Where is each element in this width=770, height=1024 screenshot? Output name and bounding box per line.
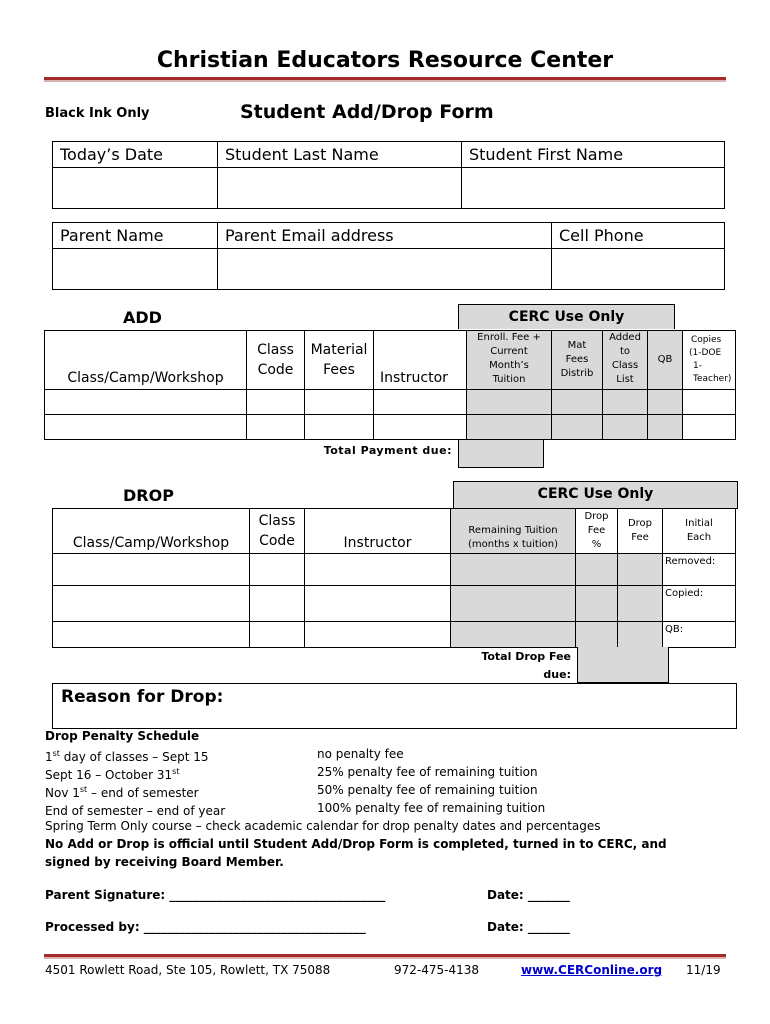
drop-qb-label: QB: — [663, 622, 736, 648]
add-row1-enroll — [467, 390, 552, 415]
add-col-mat-fees — [552, 331, 603, 390]
add-row1-copies — [683, 390, 736, 415]
schedule-row3-sup: st — [79, 785, 88, 794]
add-col-enroll-fee — [467, 331, 552, 390]
drop-col-remaining-line2: (months x tuition) — [468, 539, 558, 550]
add-col-fees-line1: Material — [310, 342, 368, 358]
drop-row2-code[interactable] — [250, 586, 305, 622]
table-row — [53, 622, 736, 648]
total-drop-fee-box — [577, 647, 669, 683]
add-col-fees-line2: Fees — [323, 362, 355, 378]
add-col-added-line2: to — [619, 346, 631, 357]
parent-info-table — [52, 222, 725, 290]
table-row — [45, 415, 736, 440]
table-row — [53, 554, 736, 586]
add-row2-code[interactable] — [247, 415, 305, 440]
add-col-enroll-line4: Tuition — [492, 374, 526, 385]
student-last-name-field[interactable] — [218, 168, 462, 209]
add-col-added-line3: Class — [611, 360, 639, 371]
schedule-row2-fee: 25% penalty fee of remaining tuition — [317, 765, 538, 779]
footer-phone: 972-475-4138 — [394, 963, 480, 977]
drop-row1-code[interactable] — [250, 554, 305, 586]
official-note-line2: signed by receiving Board Member. — [45, 855, 284, 869]
add-row1-class[interactable] — [45, 390, 247, 415]
add-col-enroll-line2: Current — [490, 346, 528, 357]
add-col-code-line2: Code — [257, 362, 294, 378]
add-col-mat-line3: Distrib — [560, 368, 594, 379]
drop-removed-label: Removed: — [663, 554, 736, 586]
parent-name-header: Parent Name — [53, 223, 218, 249]
processed-by-line[interactable]: Processed by: _____________________________________ — [45, 920, 366, 934]
spring-term-note: Spring Term Only course – check academic calendar for drop penalty dates and percentages — [45, 819, 601, 833]
schedule-row1-when-post: day of classes – Sept 15 — [59, 750, 209, 764]
add-row2-instructor[interactable] — [374, 415, 467, 440]
add-section-title: ADD — [123, 308, 162, 327]
table-row — [53, 586, 736, 622]
drop-col-initial-line2: Each — [686, 532, 712, 543]
add-row2-fees[interactable] — [305, 415, 374, 440]
schedule-row1-sup: st — [52, 749, 60, 758]
drop-row1-remaining — [451, 554, 576, 586]
footer-address: 4501 Rowlett Road, Ste 105, Rowlett, TX 75088 — [45, 963, 331, 977]
drop-row1-instructor[interactable] — [305, 554, 451, 586]
add-row2-mat — [552, 415, 603, 440]
drop-row3-class[interactable] — [53, 622, 250, 648]
add-col-mat-line2: Fees — [565, 354, 589, 365]
schedule-row3-fee: 50% penalty fee of remaining tuition — [317, 783, 538, 797]
add-col-class: Class/Camp/Workshop — [45, 331, 247, 390]
add-col-enroll-line3: Month’s — [489, 360, 529, 371]
drop-row1-class[interactable] — [53, 554, 250, 586]
total-payment-label: Total Payment due: — [323, 444, 452, 457]
drop-row2-fee — [618, 586, 663, 622]
drop-col-class: Class/Camp/Workshop — [53, 509, 250, 554]
total-drop-fee-line2: due: — [543, 668, 571, 681]
cell-phone-header: Cell Phone — [552, 223, 725, 249]
footer-revision: 11/19 — [686, 963, 721, 977]
parent-signature-line[interactable]: Parent Signature: ____________________________________ — [45, 888, 386, 902]
drop-col-code-line1: Class — [258, 513, 296, 529]
drop-col-fee-line2: Fee — [631, 532, 649, 543]
cell-phone-field[interactable] — [552, 249, 725, 290]
drop-col-fee-percent-line1: Drop — [584, 511, 609, 522]
drop-cerc-use-only: CERC Use Only — [453, 481, 738, 509]
drop-col-fee-percent — [576, 509, 618, 554]
footer-website-link[interactable]: www.CERConline.org — [521, 963, 663, 977]
drop-row3-fee-percent — [576, 622, 618, 648]
table-row — [45, 390, 736, 415]
schedule-title: Drop Penalty Schedule — [45, 729, 200, 743]
drop-col-code-line2: Code — [259, 533, 295, 549]
todays-date-header: Today’s Date — [53, 142, 218, 168]
student-first-name-field[interactable] — [462, 168, 725, 209]
drop-col-fee-percent-line3: % — [591, 539, 602, 550]
drop-col-code — [250, 509, 305, 554]
parent-email-header: Parent Email address — [218, 223, 552, 249]
total-drop-fee-label — [400, 648, 571, 684]
drop-row3-remaining — [451, 622, 576, 648]
official-note-line1: No Add or Drop is official until Student Add/Drop Form is completed, turned in to CERC, and — [45, 837, 667, 851]
add-col-qb: QB — [648, 331, 683, 390]
processed-by-date[interactable]: Date: _______ — [487, 920, 570, 934]
add-col-copies-line1: Copies — [691, 335, 722, 345]
schedule-row2-sup: st — [172, 767, 180, 776]
add-col-copies-line3: 1-Teacher) — [693, 361, 732, 384]
add-cerc-use-only: CERC Use Only — [458, 304, 675, 329]
reason-for-drop-label: Reason for Drop: — [61, 687, 224, 707]
schedule-row1-fee: no penalty fee — [317, 747, 404, 761]
parent-name-field[interactable] — [53, 249, 218, 290]
drop-col-initial — [663, 509, 736, 554]
add-col-copies-line2: (1-DOE — [689, 348, 722, 358]
org-title: Christian Educators Resource Center — [156, 48, 614, 73]
add-classes-table — [44, 330, 736, 440]
schedule-row2-when: Sept 16 – October 31 — [45, 768, 173, 782]
add-row1-fees[interactable] — [305, 390, 374, 415]
drop-col-remaining-line1: Remaining Tuition — [468, 525, 558, 536]
reason-for-drop-box[interactable] — [52, 683, 737, 729]
ink-note: Black Ink Only — [45, 106, 150, 121]
parent-email-field[interactable] — [218, 249, 552, 290]
drop-col-fee-percent-line2: Fee — [587, 525, 606, 536]
add-col-added-line1: Added — [609, 332, 641, 343]
drop-classes-table — [52, 508, 736, 648]
add-col-code — [247, 331, 305, 390]
parent-signature-date[interactable]: Date: _______ — [487, 888, 570, 902]
schedule-row4-fee: 100% penalty fee of remaining tuition — [317, 801, 546, 815]
drop-row2-instructor[interactable] — [305, 586, 451, 622]
drop-row1-fee — [618, 554, 663, 586]
add-col-fees — [305, 331, 374, 390]
schedule-row3-when: Nov 1 — [45, 786, 80, 800]
add-col-code-line1: Class — [257, 342, 294, 358]
drop-row3-code[interactable] — [250, 622, 305, 648]
drop-copied-label: Copied: — [663, 586, 736, 622]
add-row1-mat — [552, 390, 603, 415]
todays-date-field[interactable] — [53, 168, 218, 209]
add-col-mat-line1: Mat — [567, 340, 587, 351]
drop-col-fee — [618, 509, 663, 554]
drop-row2-fee-percent — [576, 586, 618, 622]
add-row1-instructor[interactable] — [374, 390, 467, 415]
add-row1-added — [603, 390, 648, 415]
student-last-name-header: Student Last Name — [218, 142, 462, 168]
student-first-name-header: Student First Name — [462, 142, 725, 168]
drop-col-initial-line1: Initial — [685, 518, 713, 529]
schedule-row4-when: End of semester – end of year — [45, 804, 226, 818]
add-col-added — [603, 331, 648, 390]
schedule-row1-when: 1 — [45, 750, 53, 764]
drop-row3-instructor[interactable] — [305, 622, 451, 648]
drop-section-title: DROP — [123, 486, 174, 505]
schedule-row3-when-post: – end of semester — [87, 786, 199, 800]
drop-row2-class[interactable] — [53, 586, 250, 622]
total-payment-box — [458, 439, 544, 468]
add-col-added-line4: List — [616, 374, 634, 385]
drop-col-instructor: Instructor — [305, 509, 451, 554]
add-row1-code[interactable] — [247, 390, 305, 415]
total-drop-fee-line1: Total Drop Fee — [481, 650, 571, 663]
add-row2-class[interactable] — [45, 415, 247, 440]
add-col-instructor: Instructor — [374, 331, 467, 390]
bottom-divider — [44, 954, 726, 957]
form-title: Student Add/Drop Form — [240, 101, 494, 123]
add-row2-qb — [648, 415, 683, 440]
student-info-table — [52, 141, 725, 209]
add-row2-copies — [683, 415, 736, 440]
drop-row1-fee-percent — [576, 554, 618, 586]
add-col-copies — [683, 331, 736, 390]
add-row2-enroll — [467, 415, 552, 440]
drop-col-fee-line1: Drop — [627, 518, 653, 529]
add-col-enroll-line1: Enroll. Fee + — [477, 332, 541, 343]
add-row1-qb — [648, 390, 683, 415]
drop-row3-fee — [618, 622, 663, 648]
drop-col-remaining — [451, 509, 576, 554]
add-row2-added — [603, 415, 648, 440]
top-divider — [44, 77, 726, 80]
drop-row2-remaining — [451, 586, 576, 622]
